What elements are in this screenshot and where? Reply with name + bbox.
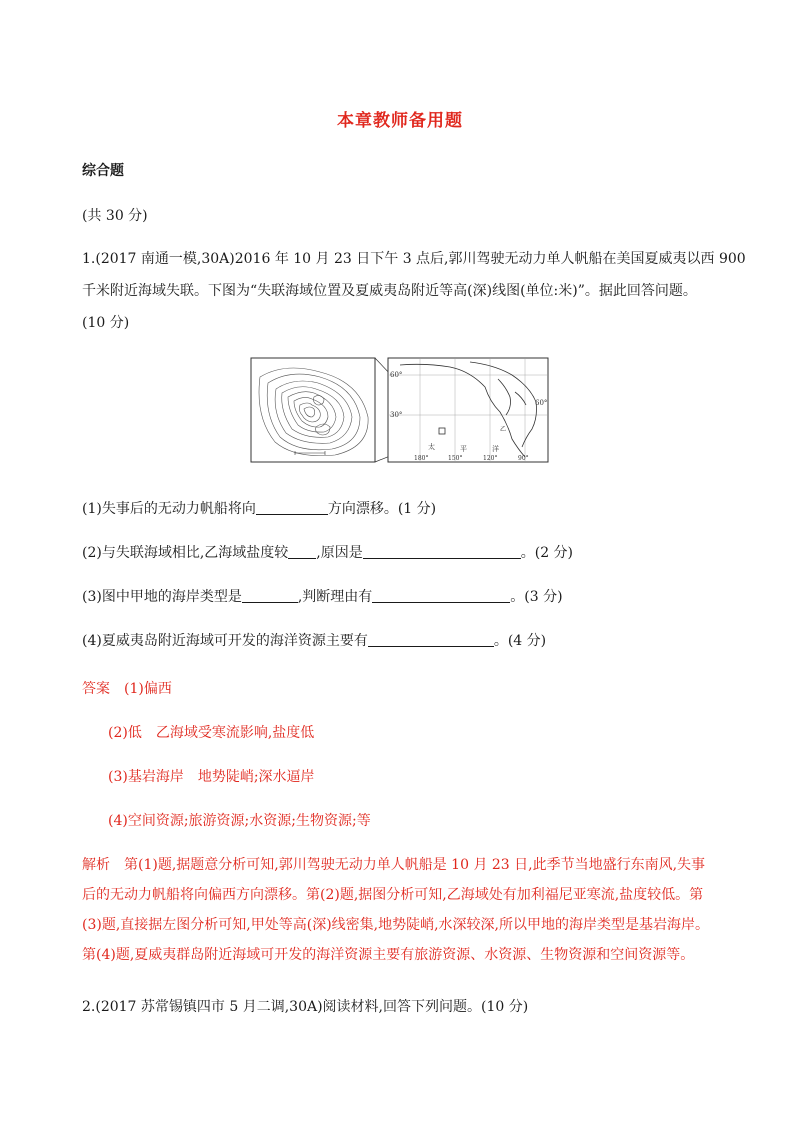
ocean-label-2: 平	[460, 445, 467, 453]
sub1-text-a: (1)失事后的无动力帆船将向	[82, 501, 256, 517]
q1-stem-line1: 1.(2017 南通一模,30A)2016 年 10 月 23 日下午 3 点后,郭川驾驶无动力单人帆船在美国夏威夷以西 900	[82, 251, 746, 267]
lon-150-label: 150°	[448, 455, 463, 462]
q1-sub4	[82, 630, 546, 650]
sub3-blank-2[interactable]	[372, 588, 510, 603]
answer-3: (3)基岩海岸 地势陡峭;深水逼岸	[108, 769, 315, 785]
lon-120-label: 120°	[483, 455, 498, 462]
sub2-blank-1[interactable]	[288, 544, 316, 559]
answer-line-1	[82, 678, 172, 698]
page-title: 本章教师备用题	[337, 111, 463, 131]
analysis-line-2: 后的无动力帆船将向偏西方向漂移。第(2)题,据图分析可知,乙海域处有加利福尼亚寒流,盐度较低。第	[82, 887, 704, 903]
location-map	[388, 358, 548, 462]
sub1-blank[interactable]	[256, 500, 328, 515]
q1-stem-line2: 千米附近海域失联。下图为“失联海域位置及夏威夷岛附近等高(深)线图(单位:米)”。据此回答问题。	[82, 283, 697, 299]
sub1-text-b: 方向漂移。(1 分)	[327, 501, 437, 517]
sub2-text-c: 。(2 分)	[520, 545, 574, 561]
ocean-label-1: 太	[428, 443, 435, 451]
q1-stem-line3: (10 分)	[82, 315, 130, 331]
lon-90-label: 90°	[518, 455, 529, 462]
contour-map	[251, 358, 375, 462]
analysis-text-1: 第(1)题,据题意分析可知,郭川驾驶无动力单人帆船是 10 月 23 日,此季节当地盛行东南风,失事	[110, 857, 706, 873]
lon-180-label: 180°	[414, 455, 429, 462]
analysis-line-4: 第(4)题,夏威夷群岛附近海域可开发的海洋资源主要有旅游资源、水资源、生物资源和空间资源等。	[82, 947, 695, 963]
q1-sub1	[82, 498, 436, 518]
q1-sub2	[82, 542, 573, 562]
total-score: (共 30 分)	[82, 208, 148, 224]
sub3-text-a: (3)图中甲地的海岸类型是	[82, 589, 242, 605]
yi-label: 乙	[500, 426, 507, 433]
answer-2: (2)低 乙海域受寒流影响,盐度低	[108, 725, 315, 741]
answer-1: (1)偏西	[124, 681, 172, 697]
sub3-blank-1[interactable]	[242, 588, 298, 603]
lat-30-label: 30°	[390, 411, 403, 419]
sub2-text-a: (2)与失联海域相比,乙海域盐度较	[82, 545, 289, 561]
lost-sea-marker	[439, 428, 445, 434]
answer-4: (4)空间资源;旅游资源;水资源;生物资源;等	[108, 813, 371, 829]
map-figure-svg	[250, 357, 550, 467]
section-heading: 综合题	[82, 163, 124, 179]
ocean-label-3: 洋	[492, 445, 499, 453]
analysis-line-1	[82, 854, 705, 874]
q1-sub3	[82, 586, 563, 606]
sub3-text-b: ,判断理由有	[297, 589, 373, 605]
sub4-blank[interactable]	[368, 632, 494, 647]
lat-60-label: 60°	[390, 371, 403, 379]
q1-figure	[250, 357, 550, 467]
q2-stem: 2.(2017 苏常锡镇四市 5 月二调,30A)阅读材料,回答下列问题。(10 分)	[82, 999, 529, 1015]
answer-label: 答案	[82, 681, 110, 697]
sub3-text-c: 。(3 分)	[510, 589, 563, 605]
analysis-line-3: (3)题,直接据左图分析可知,甲处等高(深)线密集,地势陡峭,水深较深,所以甲地的海岸类型是基岩海岸。	[82, 917, 710, 933]
sub2-blank-2[interactable]	[363, 544, 521, 559]
analysis-label: 解析	[82, 857, 110, 873]
lat-60e-label: 60°	[535, 399, 548, 407]
sub2-text-b: ,原因是	[316, 545, 363, 561]
sub4-text-a: (4)夏威夷岛附近海域可开发的海洋资源主要有	[82, 633, 368, 649]
sub4-text-b: 。(4 分)	[493, 633, 547, 649]
